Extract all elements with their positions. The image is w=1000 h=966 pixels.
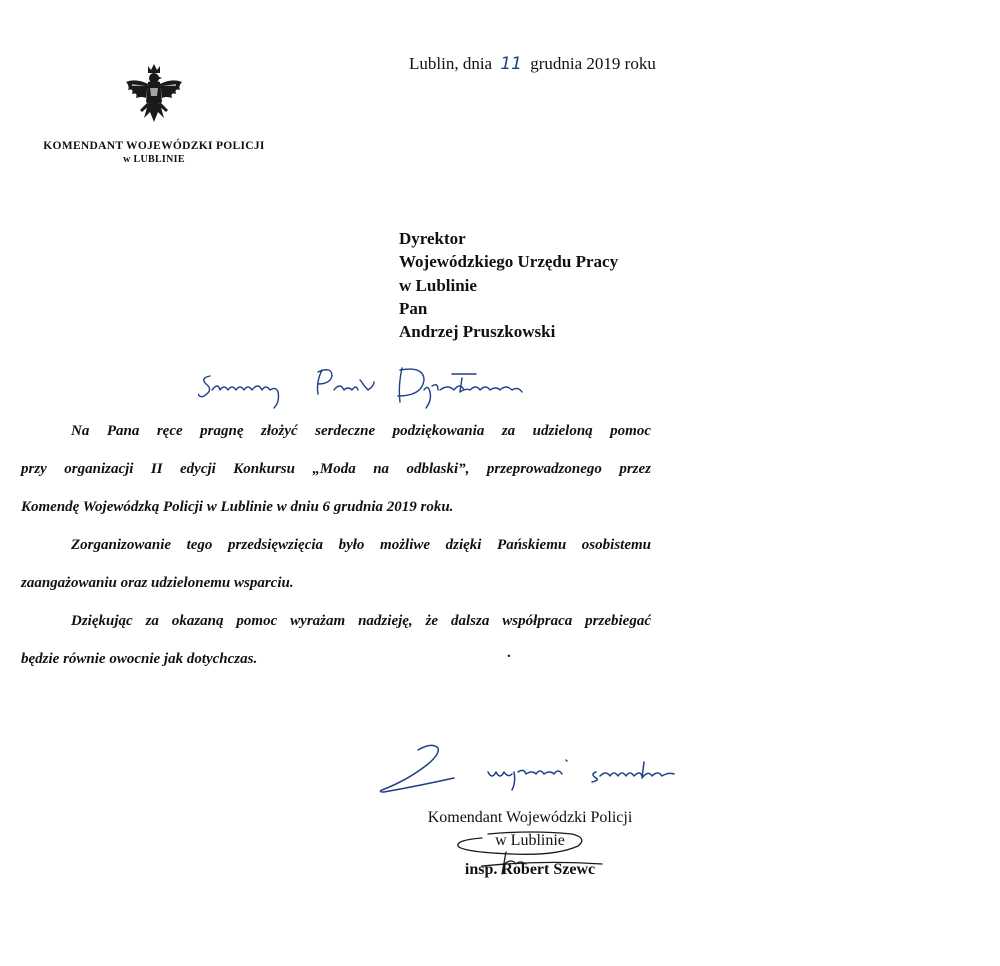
paragraph-text: Zorganizowanie tego przedsięwzięcia było możliwe dzięki Pańskiemu osobistemu xyxy=(71,537,651,553)
paragraph-1-line-3: Komendę Wojewódzką Policji w Lublinie w dniu 6 grudnia 2019 roku. xyxy=(21,499,454,515)
paragraph-1-line-2: przy organizacji II edycji Konkursu „Moda na odblaski”, przeprowadzonego przez xyxy=(21,461,651,477)
letter-date xyxy=(409,54,656,74)
handwritten-salutation xyxy=(198,362,528,410)
handwritten-closing xyxy=(378,742,678,798)
signatory-name: insp. Robert Szewc xyxy=(464,861,596,878)
letter-body xyxy=(21,412,651,678)
addressee-line-3: w Lublinie xyxy=(399,275,477,295)
paragraph-2-line-2: zaangażowaniu oraz udzielonemu wsparciu. xyxy=(21,575,294,591)
date-suffix: grudnia 2019 roku xyxy=(530,54,656,73)
authority-line-1: KOMENDANT WOJEWÓDZKI POLICJI xyxy=(43,140,265,152)
paragraph-text: Na Pana ręce pragnę złożyć serdeczne podziękowania za udzieloną pomoc xyxy=(71,423,651,439)
addressee-block xyxy=(399,227,618,343)
addressee-line-5: Andrzej Pruszkowski xyxy=(399,322,556,342)
signatory-title-line-2: w Lublinie xyxy=(495,832,565,849)
paragraph-3-line-1 xyxy=(21,602,651,640)
paragraph-1-line-1 xyxy=(21,412,651,450)
paragraph-text: Dziękując za okazaną pomoc wyrażam nadzieję, że dalsza współpraca przebiegać xyxy=(71,613,651,629)
date-prefix: Lublin, dnia xyxy=(409,54,493,73)
stray-dot: . xyxy=(507,645,511,661)
paragraph-3-line-2: będzie równie owocnie jak dotychczas. xyxy=(21,651,258,667)
issuing-authority xyxy=(20,140,288,166)
addressee-line-2: Wojewódzkiego Urzędu Pracy xyxy=(399,252,619,272)
addressee-line-1: Dyrektor xyxy=(399,229,466,248)
signatory-title-line-1: Komendant Wojewódzki Policji xyxy=(427,809,633,826)
paragraph-2-line-1 xyxy=(21,526,651,564)
authority-line-2: w LUBLINIE xyxy=(123,154,185,165)
polish-eagle-emblem-icon xyxy=(122,62,186,128)
addressee-line-4: Pan xyxy=(399,298,428,318)
date-day-handwritten: 11 xyxy=(500,54,522,74)
handwritten-signature xyxy=(452,830,612,882)
